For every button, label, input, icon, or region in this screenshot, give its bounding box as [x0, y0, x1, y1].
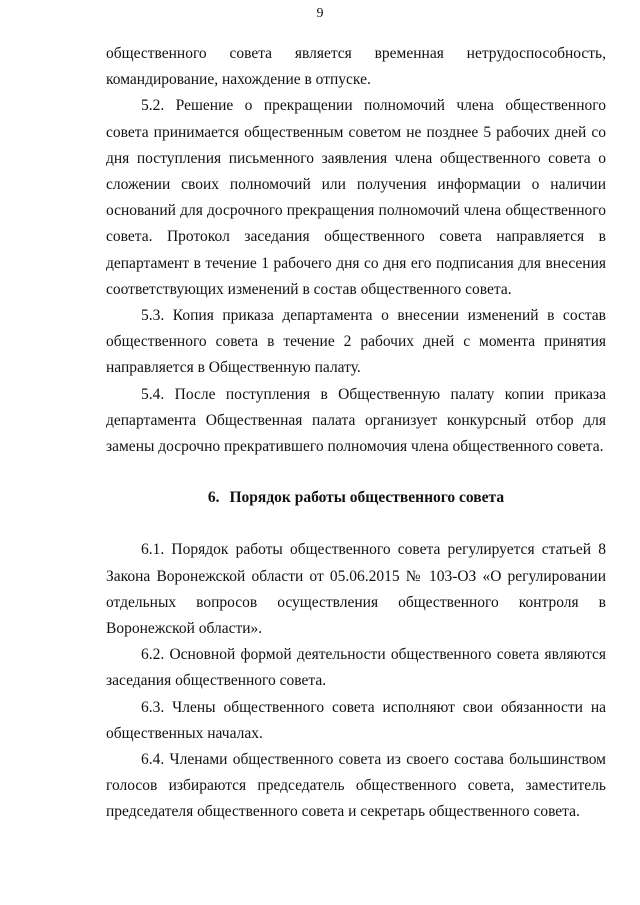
paragraph-5-2: 5.2. Решение о прекращении полномочий члена общественного совета принимается общественным советом не позднее 5 рабочих дней со дня поступления письменного заявления члена общественного совета о сложении своих полномочий или получения информации о наличии оснований для досрочного прекращения полномочий члена общественного совета. Протокол заседания общественного совета направляется в департамент в течение 1 рабочего дня со дня его подписания для внесения соответствующих изменений в состав общественного совета.: [106, 97, 606, 298]
section-title-text: Порядок работы общественного совета: [229, 489, 505, 507]
document-body: [106, 41, 606, 826]
page-number: 9: [316, 6, 324, 21]
paragraph-6-3: 6.3. Члены общественного совета исполняют свои обязанности на общественных началах.: [106, 698, 606, 742]
paragraph-5-4: 5.4. После поступления в Общественную палату копии приказа департамента Общественная палата организует конкурсный отбор для замены досрочно прекратившего полномочия члена общественного совета.: [106, 385, 606, 456]
paragraph-continuation: общественного совета является временная нетрудоспособность, командирование, нахождение в отпуске.: [106, 45, 606, 89]
paragraph-6-1: 6.1. Порядок работы общественного совета регулируется статьей 8 Закона Воронежской области от 05.06.2015 № 103-ОЗ «О регулировании отдельных вопросов осуществления общественного контроля в Воронежской области».: [106, 541, 606, 638]
paragraph-5-3: 5.3. Копия приказа департамента о внесении изменений в состав общественного совета в течение 2 рабочих дней с момента принятия направляется в Общественную палату.: [106, 307, 606, 377]
paragraph-6-2: 6.2. Основной формой деятельности общественного совета являются заседания общественного совета.: [106, 646, 606, 690]
paragraph-6-4: 6.4. Членами общественного совета из своего состава большинством голосов избираются председатель общественного совета, заместитель председателя общественного совета и секретарь общественного совета.: [106, 751, 606, 821]
section-number: 6.: [207, 489, 220, 507]
section-heading: [106, 460, 606, 537]
